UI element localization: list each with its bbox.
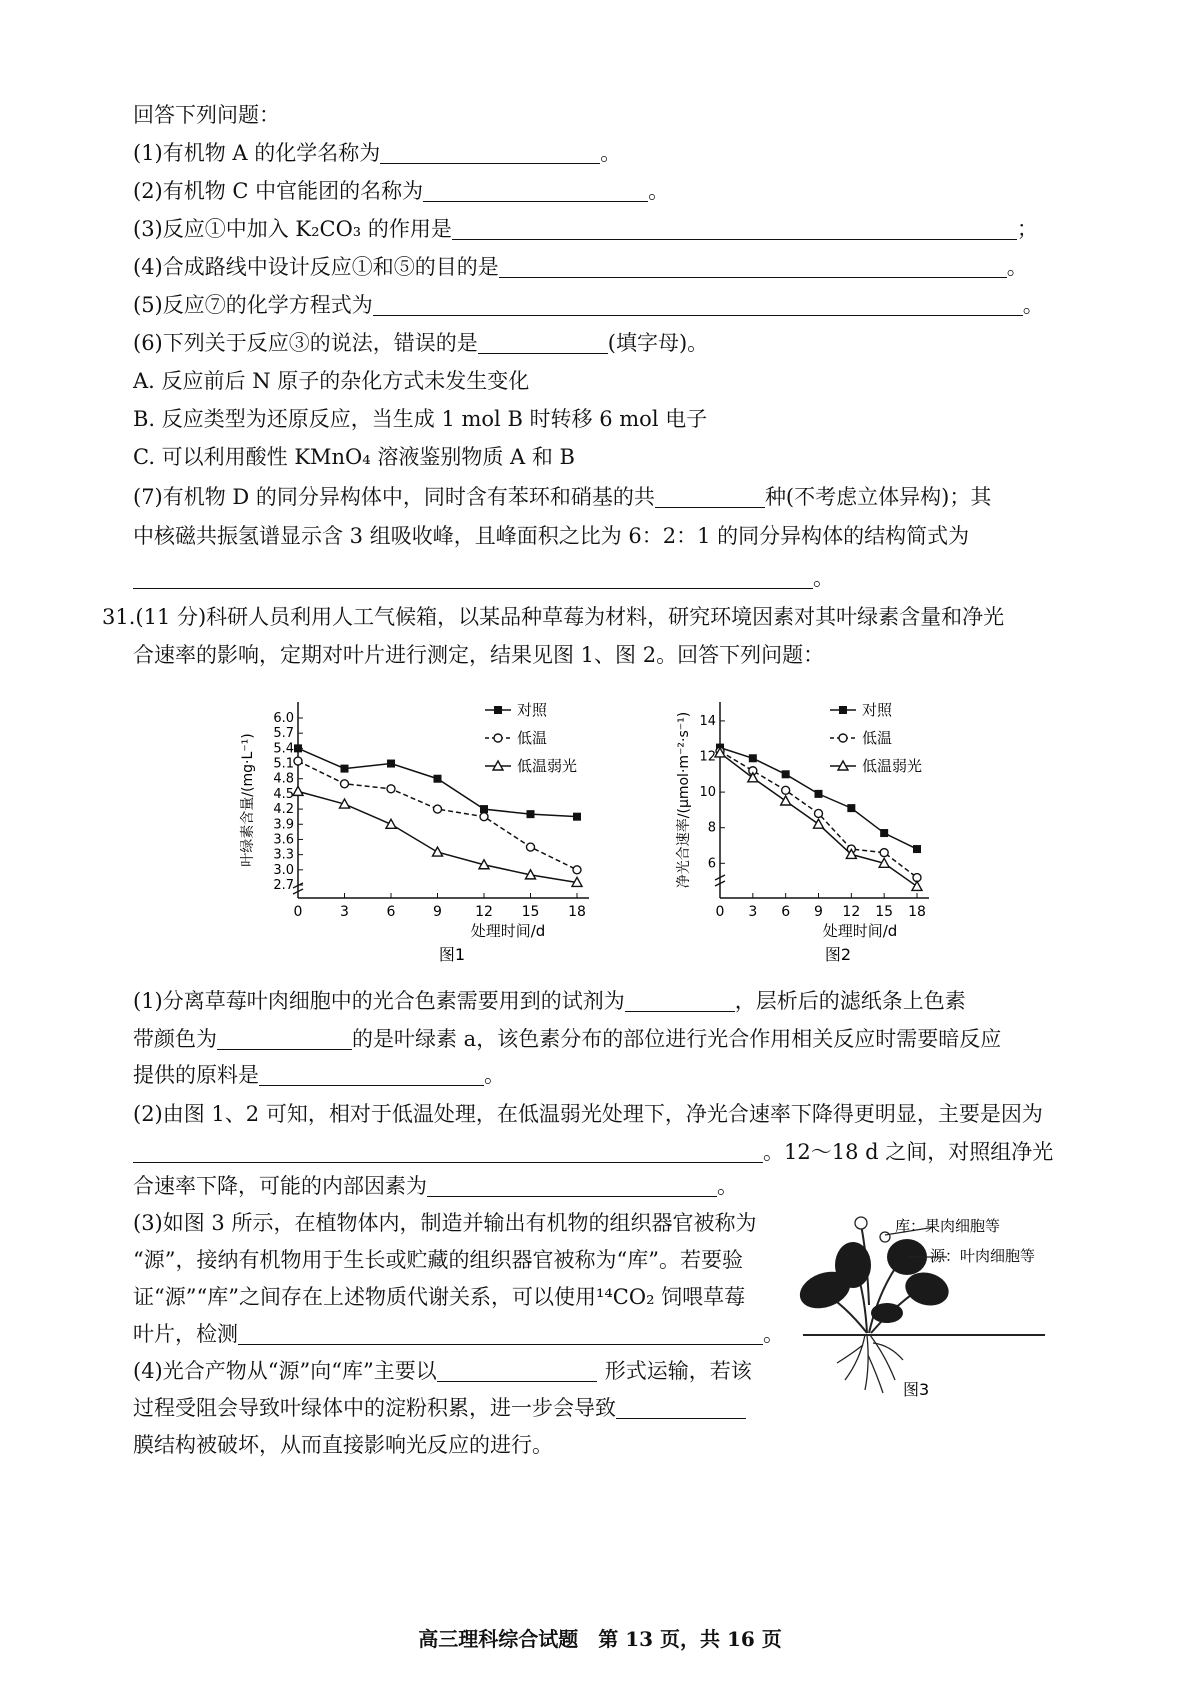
- figure-caption: 图1: [438, 945, 466, 964]
- answer-blank[interactable]: [238, 1322, 763, 1345]
- data-point: [781, 796, 791, 805]
- data-point: [294, 757, 302, 765]
- data-point: [913, 845, 921, 853]
- q30-7-mid: 种(不考虑立体异构)；其: [764, 485, 992, 509]
- q31-3-line3: 证“源”“库”之间存在上述物质代谢关系，可以使用¹⁴CO₂ 饲喂草莓: [133, 1285, 746, 1309]
- label-sink: 库：果肉细胞等: [895, 1217, 1001, 1235]
- option-a: A. 反应前后 N 原子的杂化方式未发生变化: [133, 369, 530, 393]
- data-point: [782, 770, 790, 778]
- q31-2-line2: [133, 1138, 1053, 1166]
- q30-7-line3: [133, 564, 834, 592]
- photosynthesis-rate-chart: [670, 690, 970, 964]
- q31-2-text-b: 。12～18 d 之间，对照组净光: [763, 1140, 1054, 1164]
- x-tick-label: 15: [875, 904, 894, 920]
- data-point: [912, 881, 922, 890]
- answer-blank[interactable]: [423, 179, 648, 202]
- q31-1-text-d: 的是叶绿素 a，该色素分布的部位进行光合作用相关反应时需要暗反应: [352, 1027, 1002, 1051]
- x-tick-label: 9: [814, 904, 823, 920]
- y-tick-label: 8: [707, 820, 716, 836]
- data-point: [527, 810, 535, 818]
- data-point: [434, 775, 442, 783]
- q30-5: [133, 291, 1044, 319]
- data-point: [293, 786, 303, 795]
- y-tick-label: 3.9: [273, 817, 294, 833]
- y-tick-label: 2.7: [273, 878, 294, 893]
- answer-blank[interactable]: [259, 1063, 484, 1086]
- q30-7-end: 。: [813, 566, 834, 590]
- y-tick-label: 5.7: [273, 726, 294, 742]
- x-axis-label: 处理时间/d: [822, 922, 898, 940]
- figure-3: [795, 1205, 1055, 1409]
- x-tick-label: 18: [568, 904, 586, 920]
- q30-3: [133, 215, 1038, 243]
- x-tick-label: 0: [293, 904, 303, 920]
- data-point: [814, 819, 824, 828]
- x-tick-label: 18: [908, 904, 926, 920]
- answer-blank[interactable]: [133, 566, 813, 589]
- q31-2-line3: [133, 1172, 738, 1200]
- q31-4-line2: [133, 1394, 746, 1422]
- legend-marker: [839, 706, 847, 714]
- legend-marker: [839, 734, 847, 742]
- q30-7-line2: 中核磁共振氢谱显示含 3 组吸收峰，且峰面积之比为 6：2：1 的同分异构体的结构简式为: [133, 524, 970, 548]
- q30-7: [133, 483, 991, 511]
- legend-label: 低温弱光: [862, 757, 923, 775]
- q31-3-line1: (3)如图 3 所示，在植物体内，制造并输出有机物的组织器官被称为: [133, 1211, 757, 1235]
- q30-4-end: 。: [1006, 255, 1028, 279]
- q30-2-text: (2)有机物 C 中官能团的名称为: [133, 179, 424, 203]
- data-point: [294, 744, 302, 752]
- legend-label: 对照: [862, 701, 893, 719]
- legend-marker: [494, 706, 502, 714]
- data-point: [387, 760, 395, 768]
- q31-line2: 合速率的影响，定期对叶片进行测定，结果见图 1、图 2。回答下列问题：: [133, 643, 825, 667]
- q31-2-end: 。: [717, 1174, 738, 1198]
- data-point: [434, 805, 442, 813]
- x-tick-label: 6: [781, 904, 791, 920]
- legend-marker: [494, 734, 502, 742]
- data-point: [341, 765, 349, 773]
- y-tick-label: 3.3: [273, 847, 294, 863]
- y-tick-label: 4.2: [273, 802, 294, 818]
- q31-3-line4: [133, 1320, 784, 1348]
- data-point: [527, 843, 535, 851]
- x-axis-label: 处理时间/d: [470, 922, 546, 940]
- data-point: [782, 786, 790, 794]
- legend-label: 低温弱光: [517, 757, 578, 775]
- x-tick-label: 3: [340, 904, 349, 920]
- q31-1-text-c: 带颜色为: [133, 1027, 217, 1051]
- answer-blank[interactable]: [655, 485, 765, 508]
- q31-1-line3: [133, 1061, 505, 1089]
- chlorophyll-chart: [240, 690, 620, 964]
- q30-2-end: 。: [648, 179, 670, 203]
- intro-line: 回答下列问题：: [133, 103, 280, 127]
- q30-6-end: (填字母)。: [607, 331, 709, 355]
- y-tick-label: 5.4: [273, 741, 294, 757]
- figure-1: [240, 690, 620, 964]
- q31-1-text-e: 提供的原料是: [133, 1063, 259, 1087]
- answer-blank[interactable]: [217, 1027, 352, 1050]
- option-b: B. 反应类型为还原反应，当生成 1 mol B 时转移 6 mol 电子: [133, 407, 708, 431]
- q31-1-text: (1)分离草莓叶肉细胞中的光合色素需要用到的试剂为: [133, 989, 625, 1013]
- y-tick-label: 10: [699, 785, 716, 801]
- y-tick-label: 5.1: [273, 756, 294, 772]
- data-point: [847, 804, 855, 812]
- q31-1-text-b: ，层析后的滤纸条上色素: [734, 989, 966, 1013]
- q31-line1: 31.(11 分)科研人员利用人工气候箱，以某品种草莓为材料，研究环境因素对其叶绿素含量和净光: [102, 605, 1005, 629]
- data-point: [341, 780, 349, 788]
- y-tick-label: 6: [707, 856, 716, 872]
- y-axis-label: 叶绿素含量/(mg·L⁻¹): [240, 733, 256, 867]
- q31-1-end: 。: [484, 1063, 505, 1087]
- answer-blank[interactable]: [625, 989, 735, 1012]
- answer-blank[interactable]: [437, 1359, 597, 1382]
- data-point: [433, 847, 443, 856]
- data-point: [749, 754, 757, 762]
- legend-label: 低温: [862, 729, 893, 747]
- x-tick-label: 6: [386, 904, 396, 920]
- answer-blank[interactable]: [373, 293, 1023, 316]
- y-tick-label: 4.8: [273, 771, 294, 787]
- data-point: [386, 819, 396, 828]
- answer-blank[interactable]: [427, 1174, 717, 1197]
- q31-4-text-c: 过程受阻会导致叶绿体中的淀粉积累，进一步会导致: [133, 1396, 616, 1420]
- legend-label: 低温: [517, 729, 548, 747]
- x-tick-label: 12: [475, 904, 493, 920]
- answer-blank[interactable]: [380, 141, 600, 164]
- q31-4-text-b: 形式运输，若该: [604, 1359, 752, 1383]
- answer-blank[interactable]: [133, 1140, 763, 1163]
- figure-caption: 图2: [824, 945, 852, 964]
- option-c: C. 可以利用酸性 KMnO₄ 溶液鉴别物质 A 和 B: [133, 445, 575, 469]
- page-footer: 高三理科综合试题 第 13 页，共 16 页: [418, 1627, 782, 1651]
- q30-1: [133, 139, 621, 167]
- figure-2: [670, 690, 970, 964]
- data-point: [748, 773, 758, 782]
- q31-1-line2: [133, 1025, 1001, 1053]
- data-point: [387, 785, 395, 793]
- answer-blank[interactable]: [499, 255, 1007, 278]
- q30-6-text: (6)下列关于反应③的说法，错误的是: [133, 331, 478, 355]
- label-source: 源：叶肉细胞等: [930, 1247, 1036, 1265]
- q30-6: [133, 329, 708, 357]
- q31-1-line1: [133, 987, 966, 1015]
- q31-4-line3: 膜结构被破坏，从而直接影响光反应的进行。: [133, 1433, 553, 1457]
- q30-1-text: (1)有机物 A 的化学名称为: [133, 141, 381, 165]
- x-tick-label: 3: [748, 904, 758, 920]
- q31-4-text-a: (4)光合产物从“源”向“库”主要以: [133, 1359, 437, 1383]
- y-tick-label: 3.0: [273, 862, 294, 878]
- y-tick-label: 3.6: [273, 832, 294, 848]
- q30-4-text: (4)合成路线中设计反应①和⑤的目的是: [133, 255, 499, 279]
- y-tick-label: 12: [699, 749, 716, 765]
- answer-blank[interactable]: [478, 331, 608, 354]
- x-tick-label: 9: [433, 904, 442, 920]
- q30-3-text: (3)反应①中加入 K₂CO₃ 的作用是: [133, 217, 452, 241]
- q31-2-line1: (2)由图 1、2 可知，相对于低温处理，在低温弱光处理下，净光合速率下降得更明显，主要是因为: [133, 1102, 1043, 1126]
- data-point: [880, 849, 888, 857]
- strawberry-plant-illustration: [795, 1205, 1055, 1405]
- data-point: [573, 813, 581, 821]
- y-tick-label: 14: [699, 713, 716, 729]
- q31-2-text-c: 合速率下降，可能的内部因素为: [133, 1174, 427, 1198]
- q30-7-text: (7)有机物 D 的同分异构体中，同时含有苯环和硝基的共: [133, 485, 655, 509]
- q30-2: [133, 177, 669, 205]
- data-point: [815, 809, 823, 817]
- x-tick-label: 12: [842, 904, 861, 920]
- q31-4-line1: [133, 1357, 752, 1385]
- q30-5-end: 。: [1022, 293, 1044, 317]
- q31-3-line2: “源”，接纳有机物用于生长或贮藏的组织器官被称为“库”。若要验: [133, 1248, 743, 1272]
- q30-5-text: (5)反应⑦的化学方程式为: [133, 293, 373, 317]
- q30-3-end: ；: [1016, 217, 1038, 241]
- q30-4: [133, 253, 1028, 281]
- x-tick-label: 0: [715, 904, 725, 920]
- y-tick-label: 6.0: [273, 711, 294, 726]
- answer-blank[interactable]: [452, 217, 1017, 240]
- data-point: [880, 829, 888, 837]
- data-point: [480, 813, 488, 821]
- y-tick-label: 4.5: [273, 786, 294, 802]
- q30-1-end: 。: [600, 141, 622, 165]
- answer-blank[interactable]: [616, 1396, 746, 1419]
- x-tick-label: 15: [521, 904, 540, 920]
- q31-3-end: 。: [763, 1322, 784, 1346]
- figure-3-caption: 图3: [903, 1380, 930, 1399]
- data-point: [573, 866, 581, 874]
- legend-label: 对照: [517, 701, 548, 719]
- q31-3-text-d: 叶片，检测: [133, 1322, 238, 1346]
- data-point: [480, 805, 488, 813]
- data-point: [815, 790, 823, 798]
- y-axis-label: 净光合速率/(μmol·m⁻²·s⁻¹): [676, 711, 692, 889]
